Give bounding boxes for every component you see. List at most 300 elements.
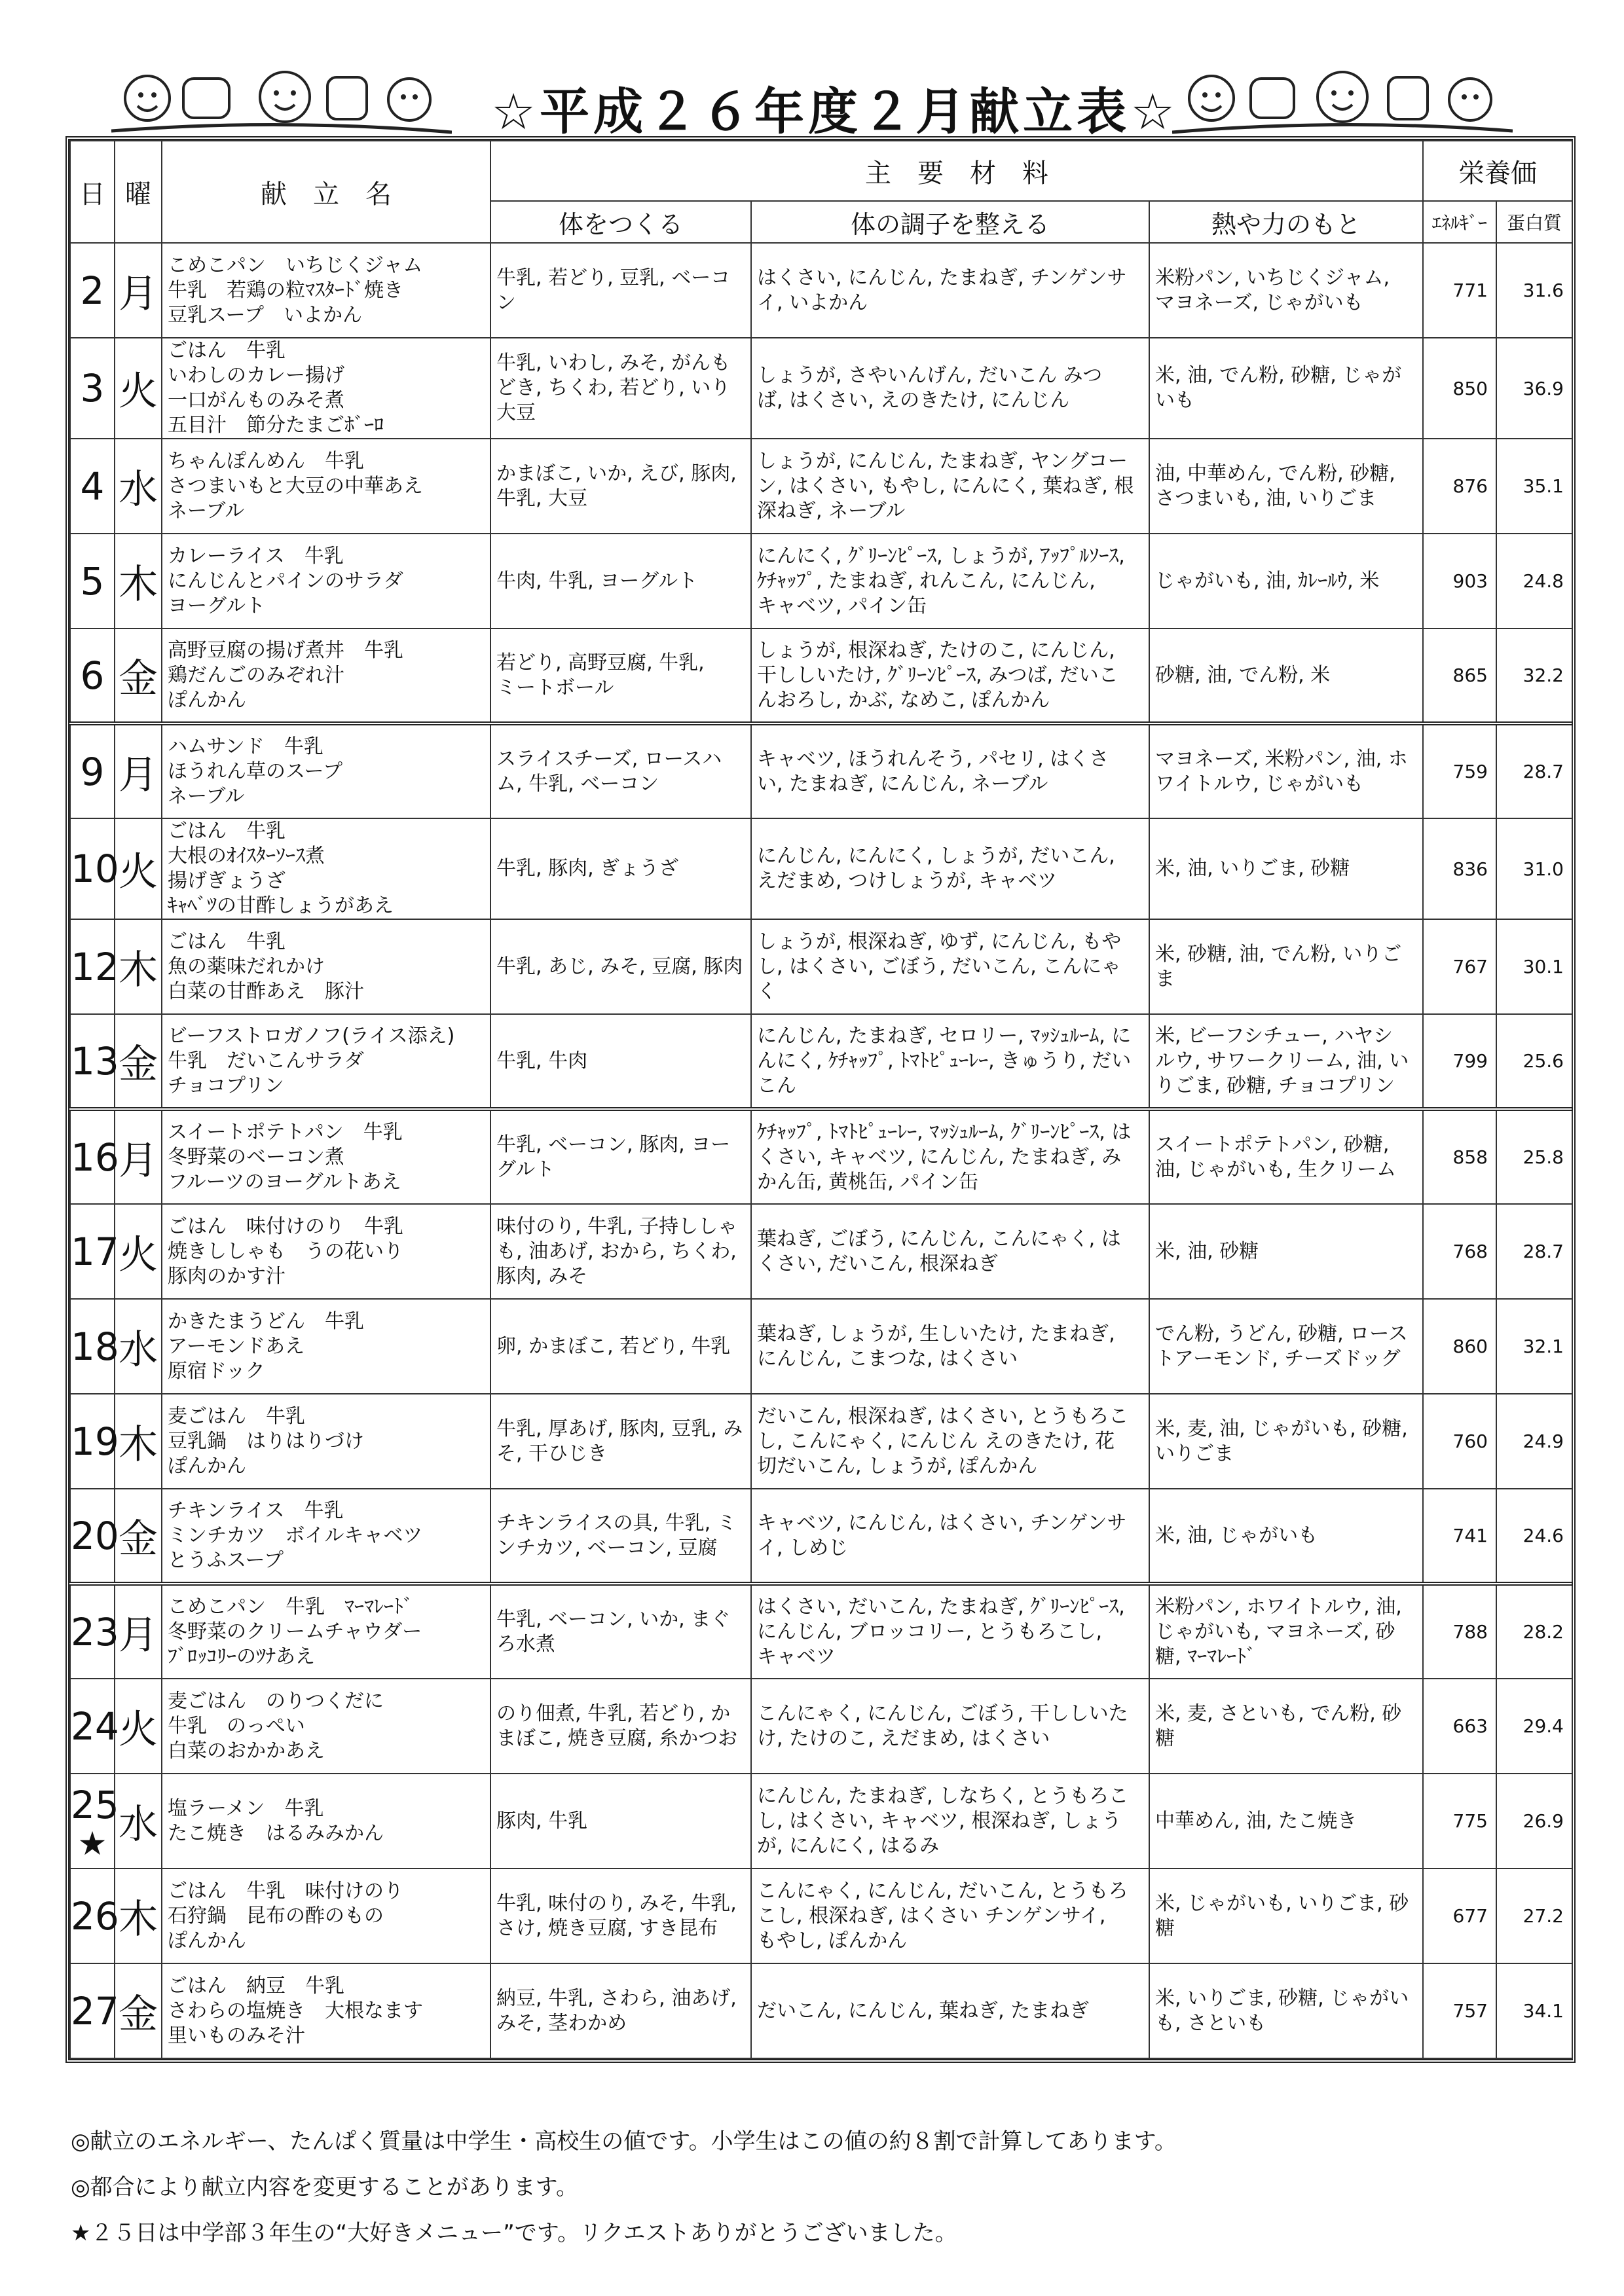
table-row bbox=[70, 1963, 1572, 2058]
weekday-cell: 火 bbox=[115, 818, 162, 919]
ingredient-line: しょうが, 根深ねぎ, ゆず, にんじん, もや bbox=[757, 930, 1122, 953]
menu-line: フルーツのヨーグルトあえ bbox=[168, 1170, 401, 1194]
body-building-cell bbox=[490, 1963, 751, 2058]
ingredient-line: もやし, ぽんかん bbox=[757, 1929, 908, 1952]
ingredient-line: にんじん, こまつな, はくさい bbox=[757, 1347, 1018, 1370]
body-building-cell bbox=[490, 534, 751, 629]
table-row bbox=[70, 723, 1572, 818]
menu-line: ヨーグルト bbox=[168, 594, 266, 617]
body-condition-cell bbox=[751, 1963, 1149, 2058]
energy-value: 663 bbox=[1423, 1679, 1496, 1774]
day-cell bbox=[70, 629, 115, 723]
note-3: ★２５日は中学部３年生の“大好きメニュー”です。リクエストありがとうございました。 bbox=[71, 2220, 957, 2246]
menu-cell bbox=[162, 338, 490, 439]
menu-line: 焼きししゃも うの花いり bbox=[168, 1239, 403, 1263]
energy-value: 850 bbox=[1423, 338, 1496, 439]
day-cell bbox=[70, 1868, 119, 1963]
energy-source-cell bbox=[1149, 1394, 1423, 1489]
menu-cell bbox=[162, 1014, 490, 1109]
weekday-cell: 木 bbox=[115, 534, 162, 629]
ingredient-line: 米, 油, でん粉, 砂糖, じゃが bbox=[1155, 364, 1402, 387]
ingredient-line: 油, じゃがいも, 生クリーム bbox=[1155, 1157, 1397, 1181]
ingredient-line: が, にんにく, はるみ bbox=[757, 1834, 940, 1857]
day-number: 4 bbox=[80, 464, 105, 509]
day-number: 10 bbox=[71, 847, 119, 891]
weekday-cell: 金 bbox=[115, 1014, 162, 1109]
day-number: 26 bbox=[71, 1893, 119, 1939]
energy-source-cell bbox=[1149, 338, 1423, 439]
ingredient-line: く bbox=[757, 979, 777, 1003]
menu-line: 豆乳スープ いよかん bbox=[168, 303, 362, 327]
menu-line: ごはん 牛乳 bbox=[168, 339, 286, 362]
table-row bbox=[70, 534, 1572, 629]
children-illustration-left bbox=[111, 59, 452, 137]
protein-value: 28.2 bbox=[1496, 1584, 1572, 1679]
weekday-cell: 月 bbox=[115, 1584, 162, 1679]
menu-table-frame bbox=[65, 136, 1576, 2063]
menu-cell bbox=[162, 723, 490, 818]
protein-value: 26.9 bbox=[1496, 1774, 1572, 1868]
ingredient-line: 米粉パン, いちじくジャム, bbox=[1155, 266, 1390, 289]
weekday-cell: 金 bbox=[115, 1489, 162, 1584]
body-condition-cell bbox=[751, 629, 1149, 723]
menu-cell bbox=[162, 534, 490, 629]
protein-value: 30.1 bbox=[1496, 919, 1572, 1014]
ingredient-line: け, たけのこ, えだまめ, はくさい bbox=[757, 1726, 1050, 1750]
table-row bbox=[70, 629, 1572, 723]
table-row bbox=[70, 338, 1572, 439]
ingredient-line: ま bbox=[1155, 967, 1175, 991]
energy-source-cell bbox=[1149, 1014, 1423, 1109]
body-condition-cell bbox=[751, 1489, 1149, 1584]
weekday-cell: 金 bbox=[115, 629, 162, 723]
table-row bbox=[70, 1109, 1572, 1204]
body-condition-cell bbox=[751, 723, 1149, 818]
day-number: 24 bbox=[71, 1704, 119, 1749]
menu-line: いわしのカレー揚げ bbox=[168, 364, 344, 387]
day-number: 2 bbox=[80, 268, 105, 313]
ingredient-line: しょうが, にんじん, たまねぎ, ヤングコー bbox=[757, 449, 1128, 473]
menu-line: ミンチカツ ボイルキャベツ bbox=[168, 1523, 423, 1547]
ingredient-line: こし, 根深ねぎ, はくさい チンゲンサイ, bbox=[757, 1904, 1106, 1927]
ingredient-line: イ, いよかん bbox=[757, 291, 868, 314]
menu-line: 鶏だんごのみぞれ汁 bbox=[168, 663, 344, 687]
body-condition-cell bbox=[751, 1394, 1149, 1489]
protein-value: 24.8 bbox=[1496, 534, 1572, 629]
ingredient-line: だいこん, にんじん, 葉ねぎ, たまねぎ bbox=[757, 1999, 1090, 2022]
page-title: ☆平成２６年度２月献立表☆ bbox=[491, 82, 1179, 141]
day-cell bbox=[70, 1584, 119, 1679]
weekday-cell: 月 bbox=[115, 243, 162, 338]
menu-cell bbox=[162, 243, 490, 338]
body-building-cell bbox=[490, 919, 751, 1014]
protein-value: 27.2 bbox=[1496, 1868, 1572, 1963]
ingredient-line: 米, 油, じゃがいも bbox=[1155, 1523, 1318, 1547]
menu-line: チキンライス 牛乳 bbox=[168, 1499, 344, 1522]
body-condition-cell bbox=[751, 243, 1149, 338]
ingredient-line: ン bbox=[496, 291, 516, 314]
menu-line: ちゃんぽんめん 牛乳 bbox=[168, 449, 364, 473]
ingredient-line: 牛乳, 大豆 bbox=[496, 486, 588, 510]
menu-line: ｷｬﾍﾞﾂの甘酢しょうがあえ bbox=[168, 894, 394, 917]
ingredient-line: し, はくさい, ごぼう, だいこん, こんにゃ bbox=[757, 955, 1121, 978]
ingredient-line: スイートポテトパン, 砂糖, bbox=[1155, 1133, 1390, 1156]
energy-source-cell bbox=[1149, 243, 1423, 338]
energy-source-cell bbox=[1149, 1774, 1423, 1868]
day-cell bbox=[70, 338, 115, 439]
menu-line: こめこパン いちじくジャム bbox=[168, 253, 423, 277]
table-row bbox=[70, 1489, 1572, 1584]
ingredient-line: 牛乳, 味付のり, みそ, 牛乳, bbox=[496, 1891, 737, 1915]
energy-value: 759 bbox=[1423, 723, 1496, 818]
body-building-cell bbox=[490, 439, 751, 534]
ingredient-line: こんにゃく, にんじん, だいこん, とうもろ bbox=[757, 1879, 1128, 1903]
note-1: ◎献立のエネルギー、たんぱく質量は中学生・高校生の値です。小学生はこの値の約８割で計算してあります。 bbox=[71, 2128, 1177, 2155]
weekday-cell: 月 bbox=[115, 723, 162, 818]
day-number: 13 bbox=[71, 1038, 119, 1084]
energy-value: 771 bbox=[1423, 243, 1496, 338]
ingredient-line: にんじん, ブロッコリー, とうもろこし, bbox=[757, 1620, 1103, 1643]
day-number: 18 bbox=[71, 1324, 119, 1369]
header-body-condition: 体の調子を整える bbox=[751, 201, 1149, 243]
energy-value: 799 bbox=[1423, 1014, 1496, 1109]
ingredient-line: トアーモンド, チーズドッグ bbox=[1155, 1347, 1401, 1370]
weekday-cell: 月 bbox=[115, 1109, 162, 1204]
ingredient-line: ワイトルウ, じゃがいも bbox=[1155, 772, 1364, 795]
ingredient-line: 牛乳, 豚肉, ぎょうざ bbox=[496, 857, 679, 880]
ingredient-line: キャベツ, にんじん, はくさい, チンゲンサ bbox=[757, 1511, 1127, 1535]
energy-value: 757 bbox=[1423, 1963, 1496, 2058]
body-condition-cell bbox=[751, 1679, 1149, 1774]
header-body-building: 体をつくる bbox=[490, 201, 751, 243]
body-building-cell bbox=[490, 723, 751, 818]
day-number: 19 bbox=[71, 1419, 119, 1464]
body-building-cell bbox=[490, 1204, 751, 1299]
energy-value: 836 bbox=[1423, 818, 1496, 919]
energy-source-cell bbox=[1149, 1204, 1423, 1299]
day-number: 25 bbox=[71, 1782, 119, 1827]
day-cell bbox=[70, 534, 115, 629]
ingredient-line: こんにゃく, にんじん, ごぼう, 干ししいた bbox=[757, 1702, 1128, 1725]
menu-line: 原宿ドック bbox=[168, 1359, 265, 1383]
energy-value: 903 bbox=[1423, 534, 1496, 629]
ingredient-line: 牛乳, 若どり, 豆乳, ベーコ bbox=[496, 266, 731, 289]
ingredient-line: 米, 麦, 油, じゃがいも, 砂糖, bbox=[1155, 1417, 1408, 1440]
ingredient-line: も, 油あげ, おから, ちくわ, bbox=[496, 1239, 737, 1263]
menu-cell bbox=[162, 818, 490, 919]
menu-line: ごはん 牛乳 味付けのり bbox=[168, 1879, 403, 1903]
body-building-cell bbox=[490, 338, 751, 439]
menu-line: 白菜の甘酢あえ 豚汁 bbox=[168, 979, 364, 1003]
menu-cell bbox=[162, 1109, 490, 1204]
menu-cell bbox=[162, 1204, 490, 1299]
menu-line: 大根のｵｲｽﾀｰｿｰｽ煮 bbox=[168, 845, 325, 867]
ingredient-line: だいこん, 根深ねぎ, はくさい, とうもろこ bbox=[757, 1404, 1129, 1428]
day-number: 3 bbox=[80, 366, 105, 410]
ingredient-line: 大豆 bbox=[496, 401, 536, 424]
ingredient-line: 米, 砂糖, 油, でん粉, いりご bbox=[1155, 942, 1402, 966]
ingredient-line: んおろし, かぶ, なめこ, ぽんかん bbox=[757, 688, 1050, 712]
header-day: 日 bbox=[70, 141, 115, 243]
menu-line: ぽんかん bbox=[168, 1929, 246, 1952]
weekday-cell: 木 bbox=[115, 919, 162, 1014]
body-building-cell bbox=[490, 1014, 751, 1109]
energy-value: 775 bbox=[1423, 1774, 1496, 1868]
header-nutrition: 栄養価 bbox=[1423, 141, 1572, 201]
protein-value: 24.9 bbox=[1496, 1394, 1572, 1489]
ingredient-line: ろ水煮 bbox=[496, 1632, 555, 1656]
menu-line: 牛乳 だいこんサラダ bbox=[168, 1049, 364, 1072]
menu-line: ﾌﾞﾛｯｺﾘｰのﾂﾅあえ bbox=[168, 1645, 315, 1668]
ingredient-line: マヨネーズ, 米粉パン, 油, ホ bbox=[1155, 747, 1408, 771]
energy-value: 788 bbox=[1423, 1584, 1496, 1679]
ingredient-line: ルウ, サワークリーム, 油, い bbox=[1155, 1049, 1409, 1072]
body-condition-cell bbox=[751, 919, 1149, 1014]
ingredient-line: いも bbox=[1155, 389, 1194, 412]
body-building-cell bbox=[490, 818, 751, 919]
menu-line: ごはん 納豆 牛乳 bbox=[168, 1974, 344, 1997]
ingredient-line: 切だいこん, しょうが, ぽんかん bbox=[757, 1454, 1038, 1478]
table-row bbox=[70, 1014, 1572, 1109]
ingredient-line: 牛乳, あじ, みそ, 豆腐, 豚肉 bbox=[496, 955, 743, 978]
day-cell bbox=[70, 1394, 119, 1489]
protein-value: 25.6 bbox=[1496, 1014, 1572, 1109]
weekday-cell: 火 bbox=[115, 1204, 162, 1299]
weekday-cell: 木 bbox=[115, 1394, 162, 1489]
day-number: 27 bbox=[71, 1988, 119, 2033]
body-building-cell bbox=[490, 1584, 751, 1679]
energy-source-cell bbox=[1149, 723, 1423, 818]
ingredient-line: ｹﾁｬｯﾌﾟ, たまねぎ, れんこん, にんじん, bbox=[757, 569, 1096, 592]
menu-line: 一口がんものみそ煮 bbox=[168, 389, 344, 412]
ingredient-line: キャベツ bbox=[757, 1645, 836, 1668]
body-condition-cell bbox=[751, 534, 1149, 629]
ingredient-line: ム, 牛乳, ベーコン bbox=[496, 772, 659, 795]
day-number: 20 bbox=[71, 1513, 119, 1558]
header-protein: 蛋白質 bbox=[1496, 201, 1572, 243]
weekday-cell: 水 bbox=[115, 1774, 162, 1868]
menu-line: ぽんかん bbox=[168, 688, 246, 712]
menu-line: 麦ごはん のりつくだに bbox=[168, 1689, 384, 1713]
ingredient-line: しょうが, さやいんげん, だいこん みつ bbox=[757, 364, 1103, 387]
menu-line: ネーブル bbox=[168, 784, 245, 808]
body-condition-cell bbox=[751, 439, 1149, 534]
protein-value: 35.1 bbox=[1496, 439, 1572, 534]
day-cell bbox=[70, 1679, 119, 1774]
menu-line: アーモンドあえ bbox=[168, 1334, 305, 1358]
ingredient-line: 中華めん, 油, たこ焼き bbox=[1155, 1809, 1357, 1832]
energy-source-cell bbox=[1149, 1584, 1423, 1679]
menu-line: とうふスープ bbox=[168, 1548, 284, 1572]
energy-value: 860 bbox=[1423, 1299, 1496, 1394]
ingredient-line: 糖 bbox=[1155, 1726, 1175, 1750]
ingredient-line: いりごま bbox=[1155, 1442, 1234, 1465]
menu-line: 豆乳鍋 はりはりづけ bbox=[168, 1429, 364, 1453]
ingredient-line: かまぼこ, いか, えび, 豚肉, bbox=[496, 462, 737, 485]
menu-line: ハムサンド 牛乳 bbox=[168, 735, 323, 758]
weekday-cell: 木 bbox=[115, 1868, 162, 1963]
day-number: 17 bbox=[71, 1229, 119, 1274]
ingredient-line: スライスチーズ, ロースハ bbox=[496, 747, 722, 771]
ingredient-line: はくさい, にんじん, たまねぎ, チンゲンサ bbox=[757, 266, 1127, 289]
energy-source-cell bbox=[1149, 629, 1423, 723]
table-row bbox=[70, 919, 1572, 1014]
menu-line: ぽんかん bbox=[168, 1454, 246, 1478]
ingredient-line: 糖, ﾏｰﾏﾚｰﾄﾞ bbox=[1155, 1645, 1257, 1668]
day-number: 5 bbox=[80, 558, 105, 604]
ingredient-line: 米, ビーフシチュー, ハヤシ bbox=[1155, 1024, 1393, 1048]
energy-value: 858 bbox=[1423, 1109, 1496, 1204]
menu-line: 塩ラーメン 牛乳 bbox=[168, 1796, 324, 1820]
menu-cell bbox=[162, 1868, 490, 1963]
menu-line: スイートポテトパン 牛乳 bbox=[168, 1120, 403, 1144]
menu-line: 石狩鍋 昆布の酢のもの bbox=[168, 1904, 384, 1927]
ingredient-line: まぼこ, 焼き豆腐, 糸かつお bbox=[496, 1726, 738, 1750]
ingredient-line: えだまめ, つけしょうが, キャベツ bbox=[757, 869, 1058, 892]
menu-line: ごはん 牛乳 bbox=[168, 820, 286, 843]
protein-value: 24.6 bbox=[1496, 1489, 1572, 1584]
day-cell bbox=[70, 919, 119, 1014]
ingredient-line: 米, いりごま, 砂糖, じゃがい bbox=[1155, 1986, 1409, 2010]
ingredient-line: どき, ちくわ, 若どり, いり bbox=[496, 376, 731, 399]
menu-line: チョコプリン bbox=[168, 1074, 284, 1097]
menu-line: カレーライス 牛乳 bbox=[168, 544, 344, 568]
ingredient-line: さつまいも, 油, いりごま bbox=[1155, 486, 1377, 510]
menu-line: 牛乳 のっぺい bbox=[168, 1714, 305, 1738]
ingredient-line: 油, 中華めん, でん粉, 砂糖, bbox=[1155, 462, 1395, 485]
notes bbox=[71, 2119, 1577, 2256]
ingredient-line: 牛乳, 牛肉 bbox=[496, 1049, 588, 1072]
header bbox=[98, 46, 1526, 141]
table-row bbox=[70, 1394, 1572, 1489]
menu-cell bbox=[162, 1774, 490, 1868]
energy-source-cell bbox=[1149, 1868, 1423, 1963]
ingredient-line: ンチカツ, ベーコン, 豆腐 bbox=[496, 1536, 718, 1559]
menu-line: さわらの塩焼き 大根なます bbox=[168, 1999, 423, 2022]
body-building-cell bbox=[490, 629, 751, 723]
menu-line: ほうれん草のスープ bbox=[168, 759, 342, 783]
weekday-cell: 火 bbox=[115, 338, 162, 439]
header-menu: 献 立 名 bbox=[162, 141, 490, 243]
menu-line: 五目汁 節分たまごﾎﾞｰﾛ bbox=[168, 414, 384, 437]
protein-value: 31.0 bbox=[1496, 818, 1572, 919]
energy-value: 741 bbox=[1423, 1489, 1496, 1584]
menu-line: 麦ごはん 牛乳 bbox=[168, 1404, 305, 1428]
menu-line: たこ焼き はるみみかん bbox=[168, 1821, 384, 1845]
ingredient-line: ミートボール bbox=[496, 676, 614, 699]
ingredient-line: はくさい, だいこん, たまねぎ, ｸﾞﾘｰﾝﾋﾟｰｽ, bbox=[757, 1595, 1125, 1618]
ingredient-line: 米, 麦, さといも, でん粉, 砂 bbox=[1155, 1702, 1402, 1725]
ingredient-line: 葉ねぎ, ごぼう, にんじん, こんにゃく, は bbox=[757, 1227, 1121, 1250]
day-cell bbox=[70, 1963, 119, 2058]
ingredient-line: 牛肉, 牛乳, ヨーグルト bbox=[496, 569, 698, 592]
menu-line: さつまいもと大豆の中華あえ bbox=[168, 474, 423, 498]
ingredient-line: 米, じゃがいも, いりごま, 砂 bbox=[1155, 1891, 1409, 1915]
menu-cell bbox=[162, 1299, 490, 1394]
menu-line: ごはん 味付けのり 牛乳 bbox=[168, 1214, 403, 1238]
day-cell bbox=[70, 1299, 119, 1394]
day-cell bbox=[70, 818, 119, 919]
protein-value: 36.9 bbox=[1496, 338, 1572, 439]
table-row bbox=[70, 1584, 1572, 1679]
energy-value: 876 bbox=[1423, 439, 1496, 534]
body-building-cell bbox=[490, 1394, 751, 1489]
header-weekday: 曜 bbox=[115, 141, 162, 243]
menu-line: かきたまうどん 牛乳 bbox=[168, 1309, 364, 1333]
ingredient-line: 干ししいたけ, ｸﾞﾘｰﾝﾋﾟｰｽ, みつば, だいこ bbox=[757, 663, 1118, 687]
ingredient-line: 糖 bbox=[1155, 1916, 1175, 1940]
menu-table bbox=[69, 140, 1573, 2059]
protein-value: 34.1 bbox=[1496, 1963, 1572, 2058]
day-cell bbox=[70, 723, 115, 818]
energy-value: 760 bbox=[1423, 1394, 1496, 1489]
ingredient-line: んにく, ｹﾁｬｯﾌﾟ, ﾄﾏﾄﾋﾟｭｰﾚｰ, きゅうり, だい bbox=[757, 1049, 1132, 1072]
ingredient-line: キャベツ, ほうれんそう, パセリ, はくさ bbox=[757, 747, 1109, 771]
body-condition-cell bbox=[751, 1584, 1149, 1679]
menu-line: 冬野菜のベーコン煮 bbox=[168, 1145, 344, 1169]
ingredient-line: 牛乳, ベーコン, 豚肉, ヨー bbox=[496, 1133, 731, 1156]
ingredient-line: も, さといも bbox=[1155, 2011, 1266, 2035]
header-energy-source: 熱や力のもと bbox=[1149, 201, 1423, 243]
day-number: 23 bbox=[71, 1609, 119, 1654]
weekday-cell: 水 bbox=[115, 1299, 162, 1394]
ingredient-line: ン, はくさい, もやし, にんにく, 葉ねぎ, 根 bbox=[757, 474, 1134, 498]
day-number: 6 bbox=[80, 653, 105, 698]
menu-line: ごはん 牛乳 bbox=[168, 930, 286, 953]
ingredient-line: し, はくさい, キャベツ, 根深ねぎ, しょう bbox=[757, 1809, 1122, 1832]
ingredient-line: じゃがいも, 油, ｶﾚｰﾙｳ, 米 bbox=[1155, 569, 1380, 592]
ingredient-line: でん粉, うどん, 砂糖, ロース bbox=[1155, 1322, 1408, 1345]
menu-line: 高野豆腐の揚げ煮丼 牛乳 bbox=[168, 638, 403, 662]
body-building-cell bbox=[490, 1109, 751, 1204]
day-cell bbox=[70, 439, 115, 534]
body-condition-cell bbox=[751, 338, 1149, 439]
ingredient-line: にんにく, ｸﾞﾘｰﾝﾋﾟｰｽ, しょうが, ｱｯﾌﾟﾙｿｰｽ, bbox=[757, 544, 1125, 568]
day-cell bbox=[70, 1204, 119, 1299]
star-icon: ★ bbox=[77, 1824, 107, 1863]
body-building-cell bbox=[490, 243, 751, 338]
ingredient-line: りごま, 砂糖, チョコプリン bbox=[1155, 1074, 1395, 1097]
ingredient-line: 米粉パン, ホワイトルウ, 油, bbox=[1155, 1595, 1402, 1618]
menu-line: 揚げぎょうざ bbox=[168, 869, 286, 892]
energy-source-cell bbox=[1149, 439, 1423, 534]
ingredient-line: 米, 油, 砂糖 bbox=[1155, 1239, 1259, 1263]
body-building-cell bbox=[490, 1774, 751, 1868]
ingredient-line: しょうが, 根深ねぎ, たけのこ, にんじん, bbox=[757, 638, 1115, 662]
menu-cell bbox=[162, 439, 490, 534]
energy-source-cell bbox=[1149, 1963, 1423, 2058]
menu-cell bbox=[162, 919, 490, 1014]
menu-cell bbox=[162, 629, 490, 723]
body-condition-cell bbox=[751, 818, 1149, 919]
ingredient-line: のり佃煮, 牛乳, 若どり, か bbox=[496, 1702, 731, 1725]
body-condition-cell bbox=[751, 1109, 1149, 1204]
ingredient-line: にんじん, にんにく, しょうが, だいこん, bbox=[757, 845, 1115, 867]
day-number: 9 bbox=[80, 749, 105, 794]
ingredient-line: こん bbox=[757, 1074, 796, 1097]
ingredient-line: ば, はくさい, えのきたけ, にんじん bbox=[757, 389, 1070, 412]
weekday-cell: 金 bbox=[115, 1963, 162, 2058]
menu-rows bbox=[70, 243, 1572, 2058]
ingredient-line: 牛乳, 厚あげ, 豚肉, 豆乳, み bbox=[496, 1417, 743, 1440]
menu-cell bbox=[162, 1394, 490, 1489]
children-illustration-right bbox=[1172, 59, 1513, 137]
weekday-cell: 水 bbox=[115, 439, 162, 534]
ingredient-line: 卵, かまぼこ, 若どり, 牛乳 bbox=[496, 1334, 731, 1358]
ingredient-line: し, こんにゃく, にんじん えのきたけ, 花 bbox=[757, 1429, 1115, 1453]
ingredient-line: 豚肉, 牛乳 bbox=[496, 1809, 588, 1832]
ingredient-line: イ, しめじ bbox=[757, 1536, 849, 1559]
